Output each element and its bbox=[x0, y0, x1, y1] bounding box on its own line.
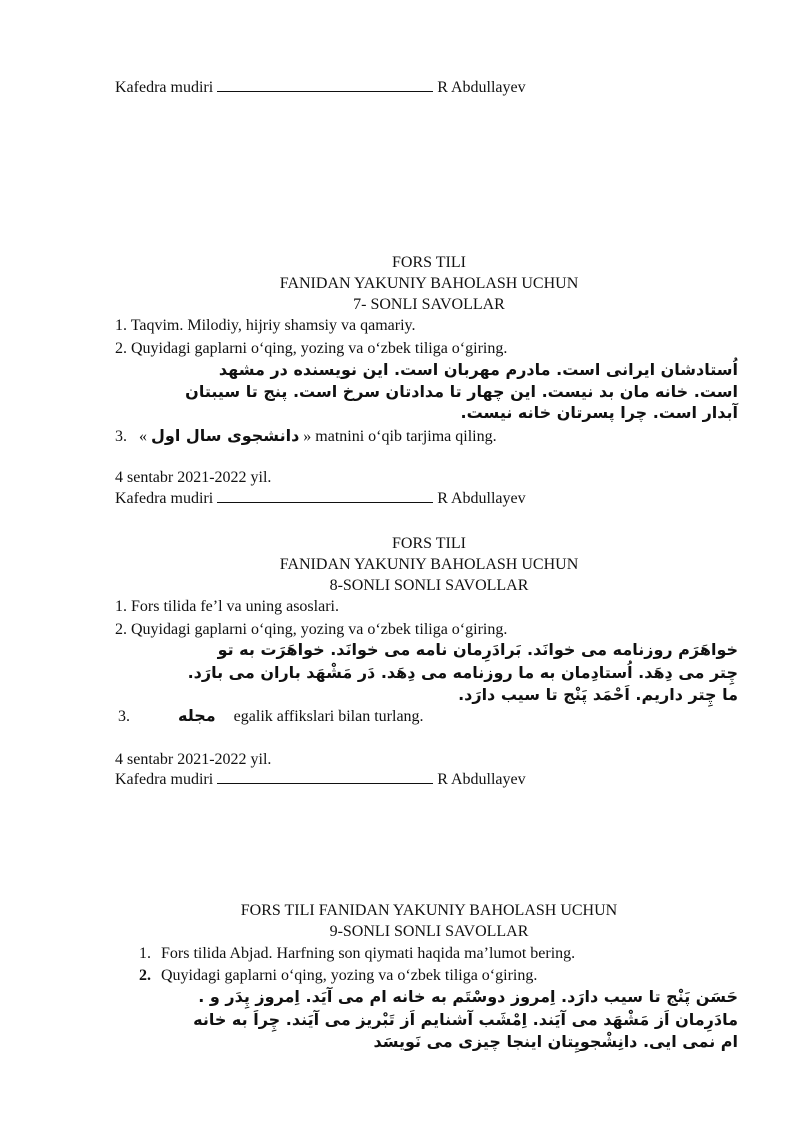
question3-text: egalik affikslari bilan turlang. bbox=[233, 708, 424, 725]
block7-date: 4 sentabr 2021-2022 yil. bbox=[115, 469, 272, 486]
block8-footer-line bbox=[115, 770, 526, 790]
persian-phrase: دانشجوی سال اول bbox=[151, 426, 300, 445]
footer-label: Kafedra mudiri bbox=[115, 771, 214, 788]
block8-heading1: FORS TILI bbox=[392, 535, 466, 552]
block8-question3 bbox=[118, 706, 424, 727]
block7-question1: 1. Taqvim. Milodiy, hijriy shamsiy va qamariy. bbox=[115, 317, 416, 334]
block8-persian-line2: چِتر می دِهَد. اُستادِمان به ما روزنامه می دِهَد. دَر مَشْهَد باران می بارَد. bbox=[187, 663, 738, 682]
question2-number: 2. bbox=[139, 967, 151, 984]
block7-question3 bbox=[115, 426, 497, 447]
signature-blank bbox=[217, 489, 433, 503]
question2-text: Quyidagi gaplarni o‘qing, yozing va o‘zbek tiliga o‘giring. bbox=[161, 967, 538, 984]
block8-heading3: 8-SONLI SONLI SAVOLLAR bbox=[329, 577, 529, 594]
block8-persian-line3: ما چِتر داریم. اَحْمَد پَنْج تا سیب دارَد. bbox=[458, 685, 738, 704]
question1-text: Fors tilida Abjad. Harfning son qiymati haqida ma’lumot bering. bbox=[161, 945, 576, 962]
footer-name: R Abdullayev bbox=[437, 490, 526, 507]
block7-question2: 2. Quyidagi gaplarni o‘qing, yozing va o‘zbek tiliga o‘giring. bbox=[115, 340, 508, 357]
block9-persian-line3: ام نمی ایی. دانِشْجویِتان اینجا چیزی می نَویسَد bbox=[373, 1032, 738, 1051]
top-footer-line bbox=[115, 78, 526, 98]
block9-persian-line1: حَسَن پَنْج تا سیب دارَد. اِمروز دوسْتَم به خانه ام می آیَد. اِمروز پِدَر و . bbox=[198, 987, 738, 1006]
block7-footer-line bbox=[115, 489, 526, 509]
block8-date: 4 sentabr 2021-2022 yil. bbox=[115, 751, 272, 768]
block8-heading2: FANIDAN YAKUNIY BAHOLASH UCHUN bbox=[279, 556, 579, 573]
persian-word: مجله bbox=[178, 706, 216, 725]
block9-persian-line2: مادَرِمان اَز مَشْهَد می آیَند. اِمْشَب آشنایم اَز تَبْریز می آیَند. چِراَ به خانه bbox=[193, 1010, 738, 1029]
block7-persian-line3: آبدار است. چرا پسرتان خانه نیست. bbox=[460, 403, 738, 422]
close-quote: » bbox=[303, 428, 312, 445]
block9-question1 bbox=[139, 944, 575, 964]
footer-label: Kafedra mudiri bbox=[115, 490, 214, 507]
block7-heading2: FANIDAN YAKUNIY BAHOLASH UCHUN bbox=[279, 275, 579, 292]
block9-heading2: 9-SONLI SONLI SAVOLLAR bbox=[329, 923, 529, 940]
footer-name: R Abdullayev bbox=[437, 771, 526, 788]
block9-question2 bbox=[139, 966, 537, 986]
signature-blank bbox=[217, 770, 433, 784]
block7-heading3: 7- SONLI SAVOLLAR bbox=[353, 296, 505, 313]
question3-number: 3. bbox=[115, 428, 127, 445]
block7-persian-line2: است. خانه مان بد نیست. این چهار تا مدادتان سرخ است. پنج تا سیبتان bbox=[185, 382, 738, 401]
footer-name: R Abdullayev bbox=[437, 79, 526, 96]
block9-heading1: FORS TILI FANIDAN YAKUNIY BAHOLASH UCHUN bbox=[240, 902, 618, 919]
block8-question2: 2. Quyidagi gaplarni o‘qing, yozing va o‘zbek tiliga o‘giring. bbox=[115, 621, 508, 638]
signature-blank bbox=[217, 78, 433, 92]
question3-number: 3. bbox=[118, 708, 130, 725]
block7-heading1: FORS TILI bbox=[392, 254, 466, 271]
open-quote: « bbox=[139, 428, 147, 445]
question3-text: matnini o‘qib tarjima qiling. bbox=[315, 428, 497, 445]
block8-question1: 1. Fors tilida fe’l va uning asoslari. bbox=[115, 598, 339, 615]
footer-label: Kafedra mudiri bbox=[115, 79, 214, 96]
block7-persian-line1: اُستادشان ایرانی است. مادرم مهربان است. این نویسنده در مشهد bbox=[218, 360, 738, 379]
question1-number: 1. bbox=[139, 945, 151, 962]
block8-persian-line1: خواهَرَم روزنامه می خوانَد. بَرادَرِمان نامه می خوانَد. خواهَرَت به تو bbox=[217, 640, 738, 659]
